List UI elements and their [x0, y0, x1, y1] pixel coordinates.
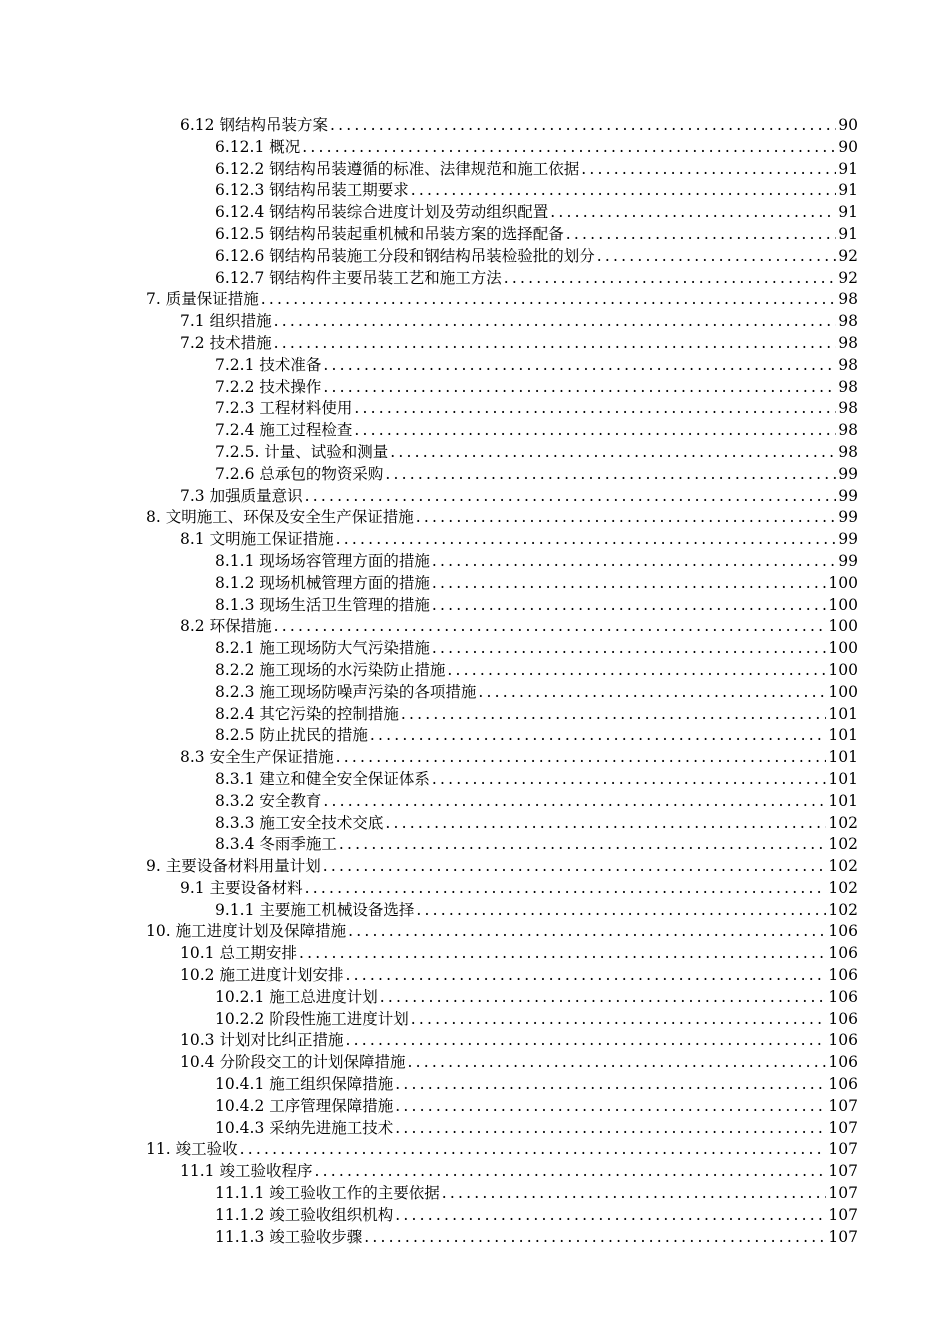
toc-entry[interactable]	[0, 987, 950, 1009]
toc-entry-title: 11. 竣工验收	[146, 1140, 238, 1159]
toc-entry-page-number: 107	[828, 1118, 858, 1137]
toc-entry-page-number: 99	[838, 508, 858, 527]
toc-entry-title: 8.2.2 施工现场的水污染防止措施	[215, 660, 446, 679]
toc-entry[interactable]	[0, 137, 950, 159]
toc-dot-leader	[323, 377, 836, 399]
toc-entry[interactable]	[0, 595, 950, 617]
toc-dot-leader	[339, 834, 827, 856]
toc-entry-page-number: 98	[838, 333, 858, 352]
toc-entry[interactable]	[0, 268, 950, 290]
toc-entry-title: 8.1.2 现场机械管理方面的措施	[215, 573, 430, 592]
toc-dot-leader	[336, 747, 827, 769]
toc-dot-leader	[432, 595, 827, 617]
toc-entry[interactable]	[0, 464, 950, 486]
toc-entry-page-number: 106	[828, 1031, 858, 1050]
toc-entry-title: 7.2.5. 计量、试验和测量	[215, 442, 389, 461]
toc-entry-title: 7.2.3 工程材料使用	[215, 399, 353, 418]
toc-dot-leader	[345, 1030, 826, 1052]
toc-entry-page-number: 101	[828, 726, 858, 745]
toc-dot-leader	[380, 987, 827, 1009]
toc-entry-title: 11.1.2 竣工验收组织机构	[215, 1205, 394, 1224]
toc-entry-page-number: 106	[828, 1009, 858, 1028]
toc-dot-leader	[395, 1205, 826, 1227]
toc-entry-page-number: 98	[838, 421, 858, 440]
toc-entry-title: 8.3 安全生产保证措施	[180, 748, 334, 767]
table-of-contents	[0, 115, 950, 1248]
toc-entry[interactable]	[0, 747, 950, 769]
toc-entry-title: 7.1 组织措施	[180, 312, 272, 331]
toc-entry-page-number: 99	[838, 551, 858, 570]
toc-entry-page-number: 106	[828, 1053, 858, 1072]
toc-entry[interactable]	[0, 1118, 950, 1140]
toc-entry-title: 8.3.1 建立和健全安全保证体系	[215, 769, 430, 788]
toc-dot-leader	[581, 159, 836, 181]
toc-entry[interactable]	[0, 725, 950, 747]
toc-entry-title: 8.2.5 防止扰民的措施	[215, 726, 368, 745]
toc-dot-leader	[240, 1139, 827, 1161]
toc-entry[interactable]	[0, 943, 950, 965]
toc-entry[interactable]	[0, 398, 950, 420]
toc-dot-leader	[330, 115, 836, 137]
toc-entry[interactable]	[0, 224, 950, 246]
toc-entry-page-number: 107	[828, 1184, 858, 1203]
toc-entry-title: 10.2 施工进度计划安排	[180, 966, 344, 985]
toc-entry-page-number: 91	[838, 203, 858, 222]
toc-entry-page-number: 101	[828, 769, 858, 788]
toc-dot-leader	[432, 769, 827, 791]
toc-entry-page-number: 92	[838, 246, 858, 265]
toc-dot-leader	[411, 1009, 827, 1031]
toc-dot-leader	[395, 1074, 826, 1096]
toc-dot-leader	[314, 1161, 826, 1183]
toc-entry-page-number: 98	[838, 355, 858, 374]
toc-entry[interactable]	[0, 529, 950, 551]
toc-dot-leader	[336, 529, 837, 551]
toc-entry[interactable]	[0, 900, 950, 922]
toc-entry-title: 6.12.3 钢结构吊装工期要求	[215, 181, 409, 200]
toc-entry-page-number: 99	[838, 464, 858, 483]
toc-entry[interactable]	[0, 1227, 950, 1249]
toc-dot-leader	[407, 1052, 826, 1074]
toc-entry-title: 6.12.7 钢结构件主要吊装工艺和施工方法	[215, 268, 502, 287]
toc-entry-title: 10.2.1 施工总进度计划	[215, 987, 378, 1006]
toc-dot-leader	[416, 900, 826, 922]
toc-dot-leader	[274, 311, 837, 333]
toc-entry[interactable]	[0, 1074, 950, 1096]
toc-dot-leader	[305, 878, 827, 900]
toc-entry-title: 6.12.4 钢结构吊装综合进度计划及劳动组织配置	[215, 203, 549, 222]
toc-dot-leader	[395, 1096, 826, 1118]
toc-dot-leader	[345, 965, 826, 987]
toc-entry-title: 8.2.4 其它污染的控制措施	[215, 704, 399, 723]
toc-entry[interactable]	[0, 1183, 950, 1205]
toc-entry[interactable]	[0, 442, 950, 464]
toc-entry-title: 9. 主要设备材料用量计划	[146, 857, 321, 876]
toc-entry-page-number: 102	[828, 857, 858, 876]
toc-entry-page-number: 102	[828, 813, 858, 832]
toc-dot-leader	[432, 551, 836, 573]
toc-entry-page-number: 92	[838, 268, 858, 287]
toc-dot-leader	[354, 398, 836, 420]
toc-entry-title: 8.2.1 施工现场防大气污染措施	[215, 639, 430, 658]
toc-dot-leader	[597, 246, 837, 268]
toc-dot-leader	[390, 442, 836, 464]
toc-entry[interactable]	[0, 486, 950, 508]
toc-dot-leader	[385, 813, 826, 835]
toc-entry-page-number: 101	[828, 704, 858, 723]
toc-entry-title: 6.12.2 钢结构吊装遵循的标准、法律规范和施工依据	[215, 159, 580, 178]
toc-entry[interactable]	[0, 202, 950, 224]
toc-entry[interactable]	[0, 1161, 950, 1183]
toc-entry[interactable]	[0, 856, 950, 878]
toc-entry-title: 8.3.4 冬雨季施工	[215, 835, 337, 854]
toc-entry-page-number: 102	[828, 878, 858, 897]
toc-entry-title: 6.12.1 概况	[215, 137, 301, 156]
toc-dot-leader	[447, 660, 826, 682]
toc-dot-leader	[442, 1183, 827, 1205]
toc-entry[interactable]	[0, 159, 950, 181]
toc-dot-leader	[432, 573, 827, 595]
toc-dot-leader	[348, 921, 826, 943]
toc-entry-title: 7.2.1 技术准备	[215, 355, 322, 374]
toc-entry-page-number: 98	[838, 377, 858, 396]
toc-entry[interactable]	[0, 377, 950, 399]
toc-entry-title: 10.4 分阶段交工的计划保障措施	[180, 1053, 406, 1072]
toc-entry-page-number: 106	[828, 1075, 858, 1094]
toc-entry-page-number: 102	[828, 835, 858, 854]
toc-entry[interactable]	[0, 638, 950, 660]
toc-entry-page-number: 99	[838, 530, 858, 549]
toc-entry-page-number: 100	[828, 573, 858, 592]
toc-entry[interactable]	[0, 813, 950, 835]
toc-dot-leader	[299, 943, 826, 965]
toc-dot-leader	[566, 224, 837, 246]
toc-entry-page-number: 106	[828, 966, 858, 985]
toc-entry-page-number: 100	[828, 660, 858, 679]
toc-entry[interactable]	[0, 660, 950, 682]
toc-entry[interactable]	[0, 180, 950, 202]
toc-dot-leader	[478, 682, 826, 704]
toc-entry-title: 8.1.3 现场生活卫生管理的措施	[215, 595, 430, 614]
toc-entry[interactable]	[0, 965, 950, 987]
toc-entry-page-number: 98	[838, 290, 858, 309]
toc-entry-title: 10.2.2 阶段性施工进度计划	[215, 1009, 409, 1028]
toc-entry[interactable]	[0, 1139, 950, 1161]
toc-entry-page-number: 90	[838, 116, 858, 134]
toc-entry-page-number: 102	[828, 900, 858, 919]
toc-dot-leader	[323, 355, 836, 377]
toc-entry[interactable]	[0, 921, 950, 943]
toc-entry[interactable]	[0, 246, 950, 268]
toc-entry-title: 6.12.6 钢结构吊装施工分段和钢结构吊装检验批的划分	[215, 246, 595, 265]
toc-entry-title: 7.2 技术措施	[180, 333, 272, 352]
toc-entry-page-number: 100	[828, 595, 858, 614]
toc-entry-title: 9.1 主要设备材料	[180, 878, 303, 897]
toc-dot-leader	[550, 202, 836, 224]
toc-entry[interactable]	[0, 115, 950, 137]
toc-entry-page-number: 99	[838, 486, 858, 505]
toc-dot-leader	[302, 137, 836, 159]
toc-entry-page-number: 106	[828, 944, 858, 963]
toc-dot-leader	[323, 791, 826, 813]
toc-entry-title: 8.3.3 施工安全技术交底	[215, 813, 384, 832]
toc-dot-leader	[274, 616, 827, 638]
toc-dot-leader	[385, 464, 836, 486]
toc-entry-title: 10.1 总工期安排	[180, 944, 297, 963]
toc-entry-page-number: 98	[838, 312, 858, 331]
toc-entry-title: 7.2.6 总承包的物资采购	[215, 464, 384, 483]
toc-entry[interactable]	[0, 878, 950, 900]
toc-dot-leader	[504, 268, 837, 290]
toc-dot-leader	[370, 725, 827, 747]
toc-entry-title: 7.2.2 技术操作	[215, 377, 322, 396]
toc-entry-title: 8.2 环保措施	[180, 617, 272, 636]
toc-entry-title: 11.1 竣工验收程序	[180, 1162, 313, 1181]
toc-entry-page-number: 101	[828, 748, 858, 767]
toc-entry-page-number: 101	[828, 791, 858, 810]
toc-dot-leader	[432, 638, 827, 660]
toc-dot-leader	[364, 1227, 826, 1249]
toc-entry[interactable]	[0, 1030, 950, 1052]
toc-dot-leader	[354, 420, 836, 442]
toc-entry[interactable]	[0, 355, 950, 377]
toc-dot-leader	[305, 486, 837, 508]
toc-entry-title: 11.1.3 竣工验收步骤	[215, 1227, 363, 1246]
toc-entry[interactable]	[0, 333, 950, 355]
toc-entry-title: 7. 质量保证措施	[146, 290, 259, 309]
toc-entry[interactable]	[0, 769, 950, 791]
toc-entry[interactable]	[0, 1096, 950, 1118]
toc-entry[interactable]	[0, 791, 950, 813]
toc-entry-page-number: 91	[838, 181, 858, 200]
toc-entry[interactable]	[0, 1009, 950, 1031]
toc-entry[interactable]	[0, 704, 950, 726]
toc-entry-page-number: 100	[828, 639, 858, 658]
toc-entry[interactable]	[0, 289, 950, 311]
toc-entry[interactable]	[0, 573, 950, 595]
toc-dot-leader	[261, 289, 837, 311]
toc-dot-leader	[274, 333, 837, 355]
toc-entry-page-number: 98	[838, 399, 858, 418]
toc-entry-title: 10.3 计划对比纠正措施	[180, 1031, 344, 1050]
toc-entry-page-number: 107	[828, 1140, 858, 1159]
toc-entry[interactable]	[0, 1052, 950, 1074]
toc-dot-leader	[395, 1118, 826, 1140]
toc-entry-page-number: 91	[838, 159, 858, 178]
toc-entry[interactable]	[0, 311, 950, 333]
toc-dot-leader	[411, 180, 837, 202]
toc-entry-page-number: 106	[828, 922, 858, 941]
toc-entry-title: 8.1 文明施工保证措施	[180, 530, 334, 549]
toc-entry[interactable]	[0, 551, 950, 573]
toc-entry-page-number: 106	[828, 987, 858, 1006]
toc-entry-page-number: 90	[838, 137, 858, 156]
toc-entry-title: 11.1.1 竣工验收工作的主要依据	[215, 1184, 440, 1203]
toc-dot-leader	[416, 507, 837, 529]
toc-entry-title: 10.4.3 采纳先进施工技术	[215, 1118, 394, 1137]
toc-entry-title: 8.2.3 施工现场防噪声污染的各项措施	[215, 682, 477, 701]
toc-entry-page-number: 91	[838, 224, 858, 243]
toc-entry[interactable]	[0, 616, 950, 638]
toc-entry-title: 7.3 加强质量意识	[180, 486, 303, 505]
toc-entry-title: 10.4.1 施工组织保障措施	[215, 1075, 394, 1094]
toc-entry-page-number: 107	[828, 1227, 858, 1246]
toc-entry-title: 10. 施工进度计划及保障措施	[146, 922, 347, 941]
toc-entry-page-number: 107	[828, 1205, 858, 1224]
toc-entry-page-number: 107	[828, 1162, 858, 1181]
toc-entry[interactable]	[0, 682, 950, 704]
toc-entry-title: 7.2.4 施工过程检查	[215, 421, 353, 440]
toc-entry[interactable]	[0, 420, 950, 442]
toc-entry-title: 9.1.1 主要施工机械设备选择	[215, 900, 415, 919]
toc-entry-title: 8.1.1 现场场容管理方面的措施	[215, 551, 430, 570]
toc-entry[interactable]	[0, 507, 950, 529]
toc-entry-page-number: 100	[828, 617, 858, 636]
toc-entry-title: 8. 文明施工、环保及安全生产保证措施	[146, 508, 414, 527]
toc-entry-page-number: 100	[828, 682, 858, 701]
toc-dot-leader	[323, 856, 827, 878]
toc-entry-title: 10.4.2 工序管理保障措施	[215, 1096, 394, 1115]
toc-entry-title: 8.3.2 安全教育	[215, 791, 322, 810]
toc-entry-page-number: 98	[838, 442, 858, 461]
toc-entry-title: 6.12 钢结构吊装方案	[180, 116, 328, 134]
toc-entry-page-number: 107	[828, 1096, 858, 1115]
toc-entry[interactable]	[0, 1205, 950, 1227]
toc-entry-title: 6.12.5 钢结构吊装起重机械和吊装方案的选择配备	[215, 224, 564, 243]
toc-entry[interactable]	[0, 834, 950, 856]
toc-dot-leader	[401, 704, 827, 726]
